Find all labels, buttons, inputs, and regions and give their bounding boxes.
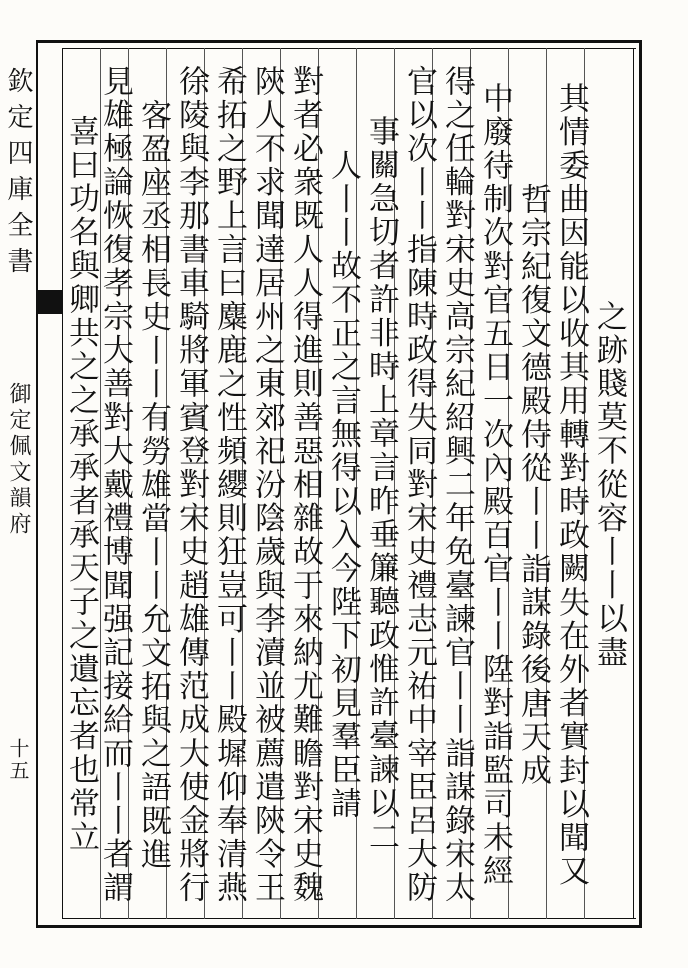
text-column: 客盈座丞相長史丨丨有勞雄當丨丨允文拓與之語既進 xyxy=(135,98,171,872)
inner-border-bottom xyxy=(62,918,636,919)
fishtail-mark xyxy=(36,290,62,314)
text-column: 之跡賤莫不從容丨丨以盡 xyxy=(591,300,627,670)
text-column: 官以次丨丨指陳時政得失同對宋史禮志元祐中宰臣呂大防 xyxy=(401,65,437,905)
outer-border-left xyxy=(36,40,38,928)
text-column: 徐陵與李那書車騎將軍賓登對宋史趙雄傳范成大使金將行 xyxy=(173,65,209,905)
inner-border-top xyxy=(62,48,636,49)
text-column: 事關急切者許非時上章言昨垂簾聽政惟許臺諫以二 xyxy=(363,115,399,855)
text-column: 希拓之野上言曰麋鹿之性頻纓則狂豈可丨丨殿墀仰奉清燕 xyxy=(211,65,247,905)
outer-border-top xyxy=(36,40,642,43)
book-title: 御定佩文韻府 xyxy=(6,382,31,538)
text-column: 對者必衆既人人得進則善惡相雜故于來納尤難瞻對宋史魏 xyxy=(287,65,323,905)
outer-border-right xyxy=(639,40,642,928)
text-column: 喜曰功名與卿共之之承承者承天子之遺忘者也常立 xyxy=(63,115,99,855)
library-title: 欽定四庫全書 xyxy=(3,67,33,283)
text-column: 人丨丨故不正之言無得以入今陛下初見羣臣請 xyxy=(325,149,361,821)
text-column: 哲宗紀復文德殿侍從丨丨詣謀錄後唐天成 xyxy=(515,182,551,788)
outer-border-bottom xyxy=(36,925,642,928)
page-number: 十五 xyxy=(6,738,30,782)
text-column: 見雄極論恢復孝宗大善對大戴禮博聞强記接給而丨丨者謂 xyxy=(97,65,133,905)
text-column: 陝人不求聞達居州之東郊祀汾陰歲與李瀆並被薦遣陝令王 xyxy=(249,65,285,905)
text-column: 得之任輪對宋史高宗紀紹興二年免臺諫官丨丨詣謀錄宋太 xyxy=(439,65,475,905)
text-column: 中廢待制次對官五日一次內殿百官丨丨陞對詣監司未經 xyxy=(477,81,513,889)
text-column: 其情委曲因能以收其用轉對時政闕失在外者實封以聞又 xyxy=(553,81,589,889)
